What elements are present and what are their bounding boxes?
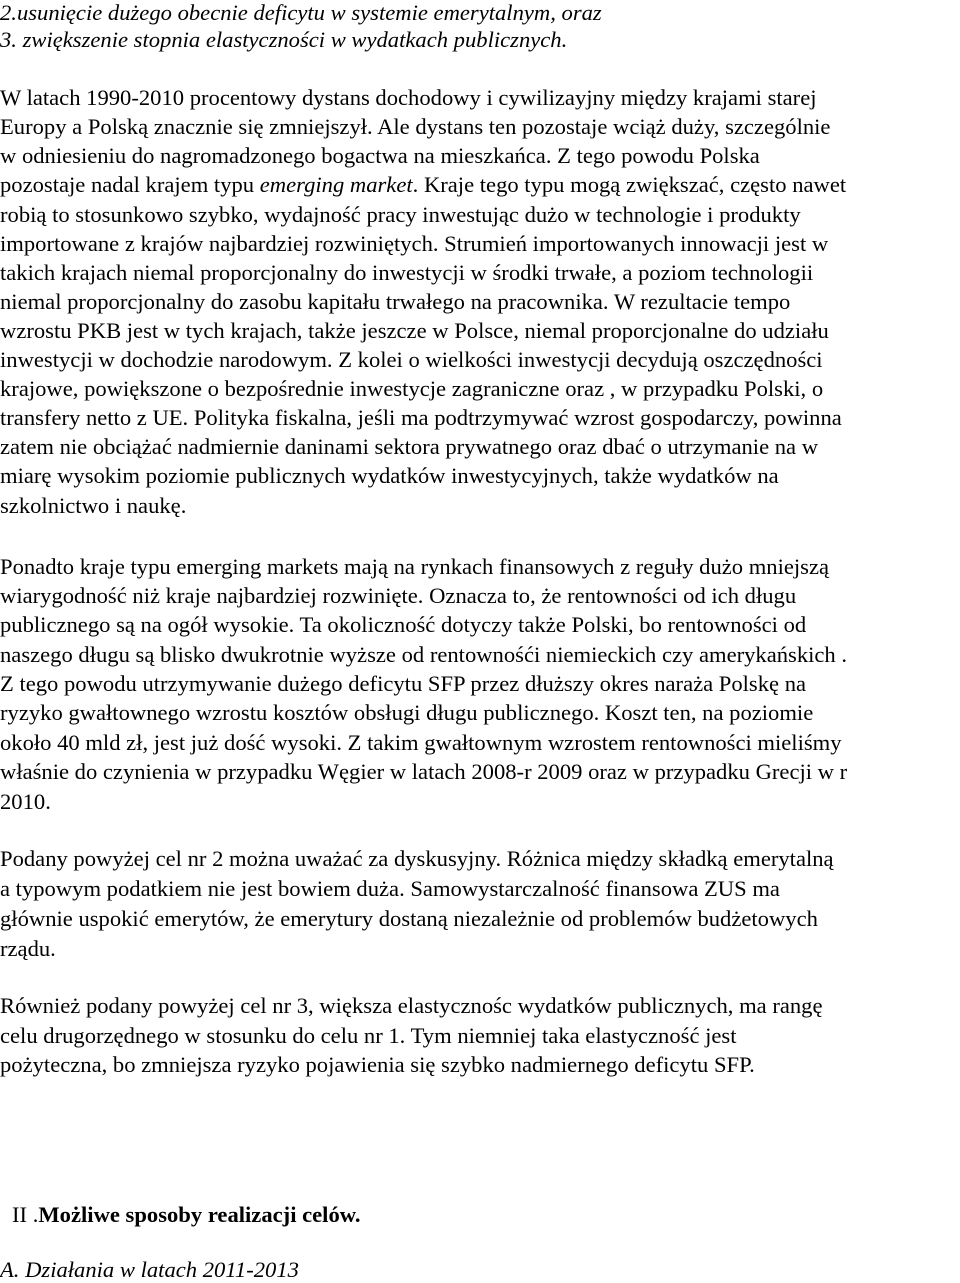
paragraph-3-line-4: rządu. <box>0 936 56 961</box>
paragraph-2-line-4: naszego długu są blisko dwukrotnie wyższe od rentownośći niemieckich czy amerykańskich . <box>0 642 848 667</box>
paragraph-1-line-4 <box>0 172 846 198</box>
section-number: II . <box>12 1202 39 1227</box>
paragraph-2-line-8: właśnie do czynienia w przypadku Węgier w latach 2008-r 2009 oraz w przypadku Grecji w r <box>0 759 848 784</box>
emphasis-emerging-market: emerging market <box>259 172 413 197</box>
paragraph-2-line-9: 2010. <box>0 789 51 814</box>
paragraph-1-line-8: niemal proporcjonalny do zasobu kapitału trwałego na pracownika. W rezultacie tempo <box>0 289 791 314</box>
paragraph-1-line-13: zatem nie obciążać nadmiernie daninami sektora prywatnego oraz dbać o utrzymanie na w <box>0 434 819 459</box>
paragraph-1-line-15: szkolnictwo i naukę. <box>0 493 187 518</box>
subsection-heading: A. Działania w latach 2011-2013 <box>0 1257 299 1282</box>
paragraph-4-line-2: celu drugorzędnego w stosunku do celu nr 1. Tym niemniej taka elastyczność jest <box>0 1023 737 1048</box>
paragraph-1-line-1: W latach 1990-2010 procentowy dystans dochodowy i cywilizayjny między krajami starej <box>0 85 817 110</box>
list-item-2: 2.usunięcie dużego obecnie deficytu w systemie emerytalnym, oraz <box>0 0 602 25</box>
paragraph-1-line-14: miarę wysokim poziomie publicznych wydatków inwestycyjnych, także wydatków na <box>0 463 779 488</box>
paragraph-1-line-9: wzrostu PKB jest w tych krajach, także jeszcze w Polsce, niemal proporcjonalne do udziału <box>0 318 829 343</box>
paragraph-1-line-7: takich krajach niemal proporcjonalny do inwestycji w środki trwałe, a poziom technologii <box>0 260 814 285</box>
paragraph-1-line-4-start: pozostaje nadal krajem typu <box>0 172 260 197</box>
section-title: Możliwe sposoby realizacji celów. <box>38 1202 361 1227</box>
paragraph-3-line-3: głównie uspokić emerytów, że emerytury dostaną niezależnie od problemów budżetowych <box>0 906 818 931</box>
section-heading <box>12 1202 360 1228</box>
paragraph-2-line-6: ryzyko gwałtownego wzrostu kosztów obsługi długu publicznego. Koszt ten, na poziomie <box>0 700 814 725</box>
paragraph-2-line-1: Ponadto kraje typu emerging markets mają na rynkach finansowych z reguły dużo mniejszą <box>0 554 830 579</box>
paragraph-2-line-3: publicznego są na ogół wysokie. Ta okoliczność dotyczy także Polski, bo rentowności od <box>0 612 807 637</box>
paragraph-4-line-1: Również podany powyżej cel nr 3, większa elastycznośc wydatków publicznych, ma rangę <box>0 993 823 1018</box>
paragraph-1-line-6: importowane z krajów najbardziej rozwiniętych. Strumień importowanych innowacji jest w <box>0 231 829 256</box>
paragraph-2-line-5: Z tego powodu utrzymywanie dużego deficytu SFP przez dłuższy okres naraża Polskę na <box>0 671 807 696</box>
paragraph-3-line-1: Podany powyżej cel nr 2 można uważać za dyskusyjny. Różnica między składką emerytalną <box>0 846 834 871</box>
paragraph-1-line-5: robią to stosunkowo szybko, wydajność pracy inwestując dużo w technologie i produkty <box>0 202 801 227</box>
paragraph-1-line-2: Europy a Polską znacznie się zmniejszył. Ale dystans ten pozostaje wciąż duży, szczególnie <box>0 114 831 139</box>
paragraph-3-line-2: a typowym podatkiem nie jest bowiem duża. Samowystarczalność finansowa ZUS ma <box>0 876 780 901</box>
list-item-3: 3. zwiększenie stopnia elastyczności w wydatkach publicznych. <box>0 27 568 52</box>
paragraph-4-line-3: pożyteczna, bo zmniejsza ryzyko pojawienia się szybko nadmiernego deficytu SFP. <box>0 1052 755 1077</box>
paragraph-2-line-7: około 40 mld zł, jest już dość wysoki. Z takim gwałtownym wzrostem rentowności mieliśmy <box>0 730 842 755</box>
paragraph-1-line-3: w odniesieniu do nagromadzonego bogactwa na mieszkańca. Z tego powodu Polska <box>0 143 760 168</box>
paragraph-1-line-10: inwestycji w dochodzie narodowym. Z kolei o wielkości inwestycji decydują oszczędności <box>0 347 823 372</box>
paragraph-1-line-12: transfery netto z UE. Polityka fiskalna, jeśli ma podtrzymywać wzrost gospodarczy, powinna <box>0 405 842 430</box>
paragraph-1-line-4-end: . Kraje tego typu mogą zwiększać, często nawet <box>412 172 847 197</box>
paragraph-2-line-2: wiarygodność niż kraje najbardziej rozwinięte. Oznacza to, że rentowności od ich długu <box>0 583 797 608</box>
paragraph-1-line-11: krajowe, powiększone o bezpośrednie inwestycje zagraniczne oraz , w przypadku Polski, o <box>0 376 824 401</box>
